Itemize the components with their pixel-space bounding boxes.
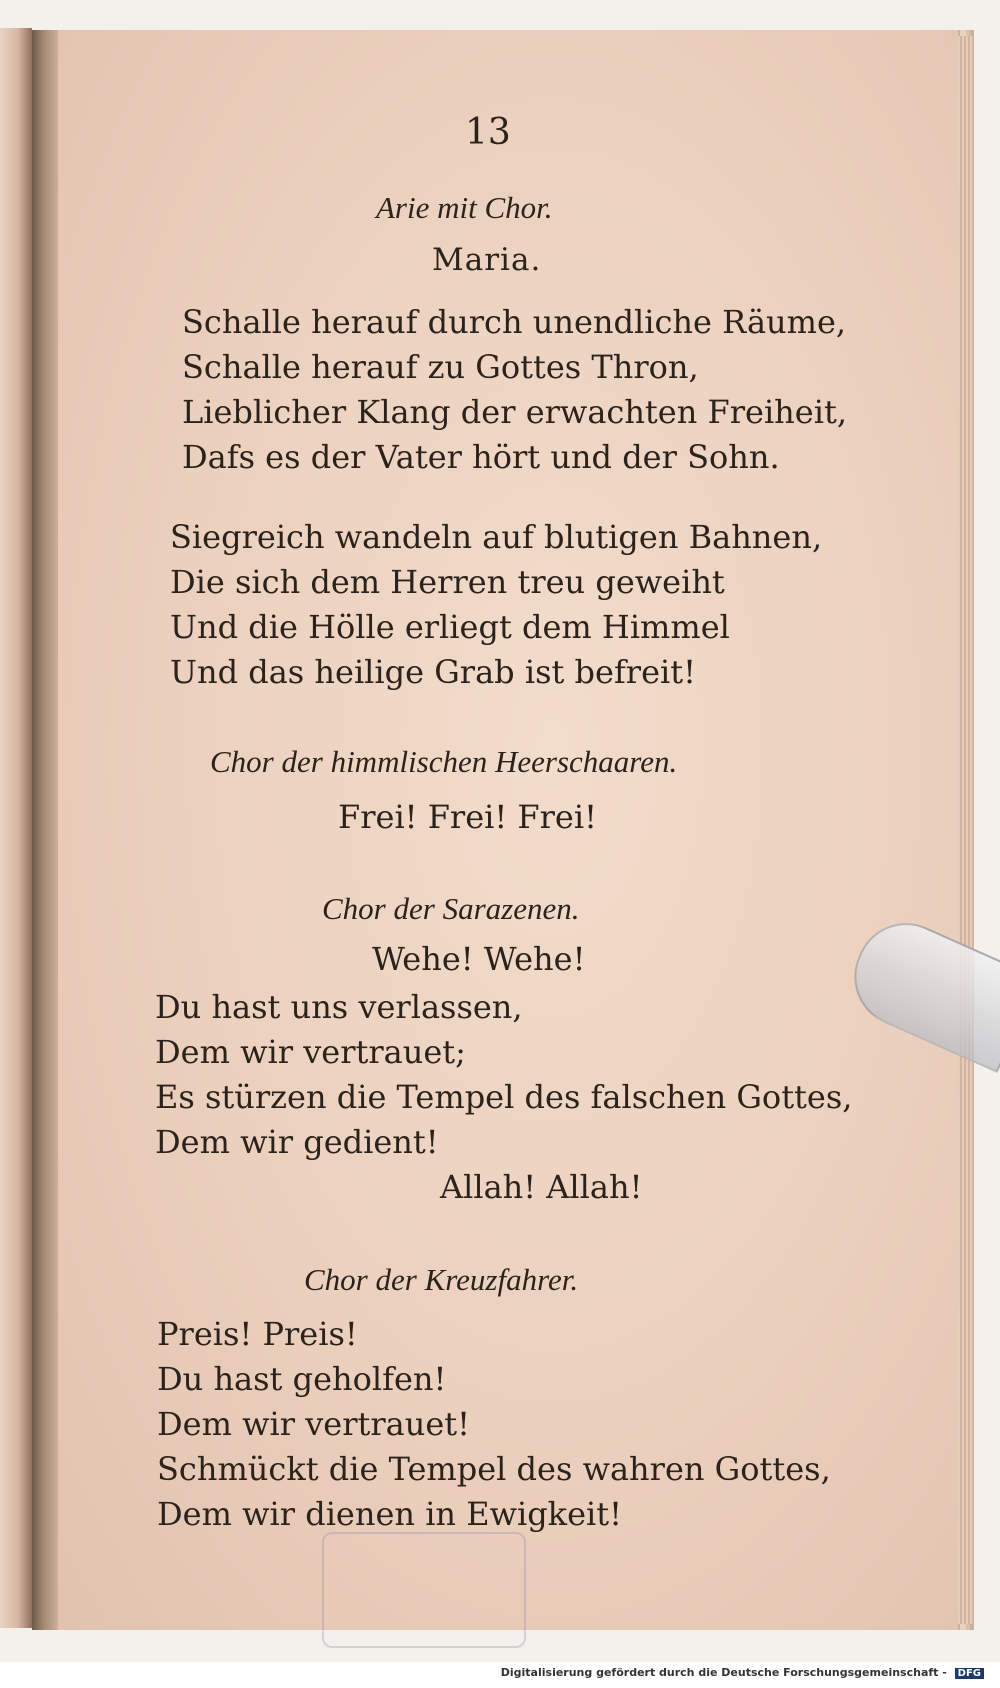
chorus-line: Es stürzen die Tempel des falschen Gottes,: [155, 1078, 853, 1116]
chorus-title-sarazenen: Chor der Sarazenen.: [322, 891, 580, 926]
library-stamp: [322, 1532, 526, 1648]
verse-line: Schalle herauf zu Gottes Thron,: [182, 348, 699, 386]
chorus-line: Dem wir gedient!: [155, 1123, 439, 1161]
footer-credit-text: Digitalisierung gefördert durch die Deutsche Forschungsgemeinschaft -: [500, 1666, 947, 1679]
verse-line: Siegreich wandeln auf blutigen Bahnen,: [170, 518, 823, 556]
verse-line: Die sich dem Herren treu geweiht: [170, 563, 725, 601]
chorus-line: Wehe! Wehe!: [372, 940, 586, 978]
aria-title: Arie mit Chor.: [376, 190, 553, 225]
chorus-line: Du hast geholfen!: [157, 1360, 447, 1398]
chorus-line: Frei! Frei! Frei!: [338, 798, 597, 836]
verse-line: Lieblicher Klang der erwachten Freiheit,: [182, 393, 847, 431]
verse-line: Und die Hölle erliegt dem Himmel: [170, 608, 730, 646]
verse-line: Dafs es der Vater hört und der Sohn.: [182, 438, 780, 476]
chorus-line: Dem wir vertrauet;: [155, 1033, 466, 1071]
footer-credit: [501, 1666, 984, 1679]
chorus-line: Schmückt die Tempel des wahren Gottes,: [157, 1450, 831, 1488]
chorus-title-heerschaaren: Chor der himmlischen Heerschaaren.: [210, 744, 678, 779]
chorus-line: Preis! Preis!: [157, 1315, 358, 1353]
verse-line: Und das heilige Grab ist befreit!: [170, 653, 696, 691]
chorus-title-kreuzfahrer: Chor der Kreuzfahrer.: [304, 1262, 579, 1297]
chorus-line: Allah! Allah!: [440, 1168, 643, 1206]
chorus-line: Dem wir vertrauet!: [157, 1405, 471, 1443]
verse-line: Schalle herauf durch unendliche Räume,: [182, 303, 847, 341]
page-number: 13: [465, 112, 511, 153]
aria-speaker: Maria.: [432, 242, 542, 278]
dfg-logo: DFG: [955, 1668, 984, 1679]
page-stack-edge: [958, 36, 974, 1624]
left-page-edge: [0, 28, 32, 1628]
chorus-line: Dem wir dienen in Ewigkeit!: [157, 1495, 622, 1533]
chorus-line: Du hast uns verlassen,: [155, 988, 523, 1026]
